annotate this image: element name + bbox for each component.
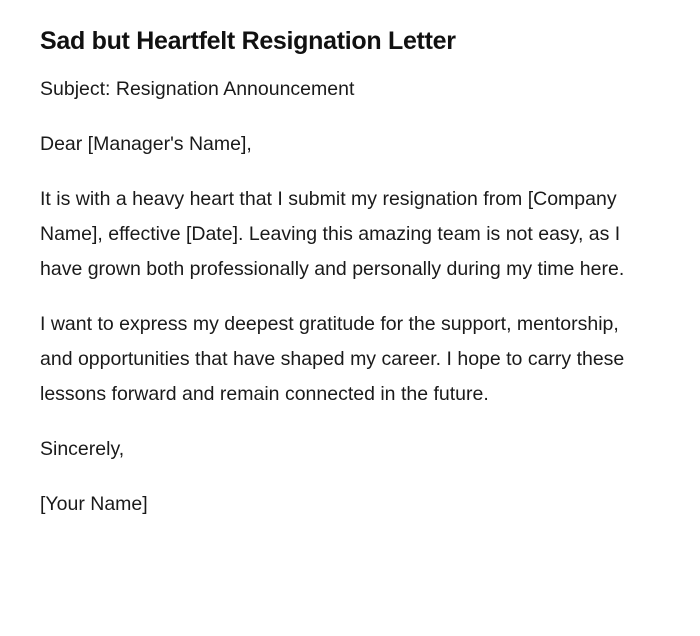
- letter-title: Sad but Heartfelt Resignation Letter: [40, 27, 456, 55]
- body-paragraph: It is with a heavy heart that I submit my resignation from [Company Name], effective [Date]. Leaving this amazing team is not easy, as I have grown both professionally and personally during my time here.: [40, 188, 625, 280]
- body-paragraph: I want to express my deepest gratitude for the support, mentorship, and opportunities that have shaped my career. I hope to carry these lessons forward and remain connected in the future.: [40, 313, 625, 405]
- closing: Sincerely,: [40, 438, 125, 460]
- signature: [Your Name]: [40, 493, 148, 515]
- salutation: Dear [Manager's Name],: [40, 133, 252, 155]
- subject-line: Subject: Resignation Announcement: [40, 78, 355, 100]
